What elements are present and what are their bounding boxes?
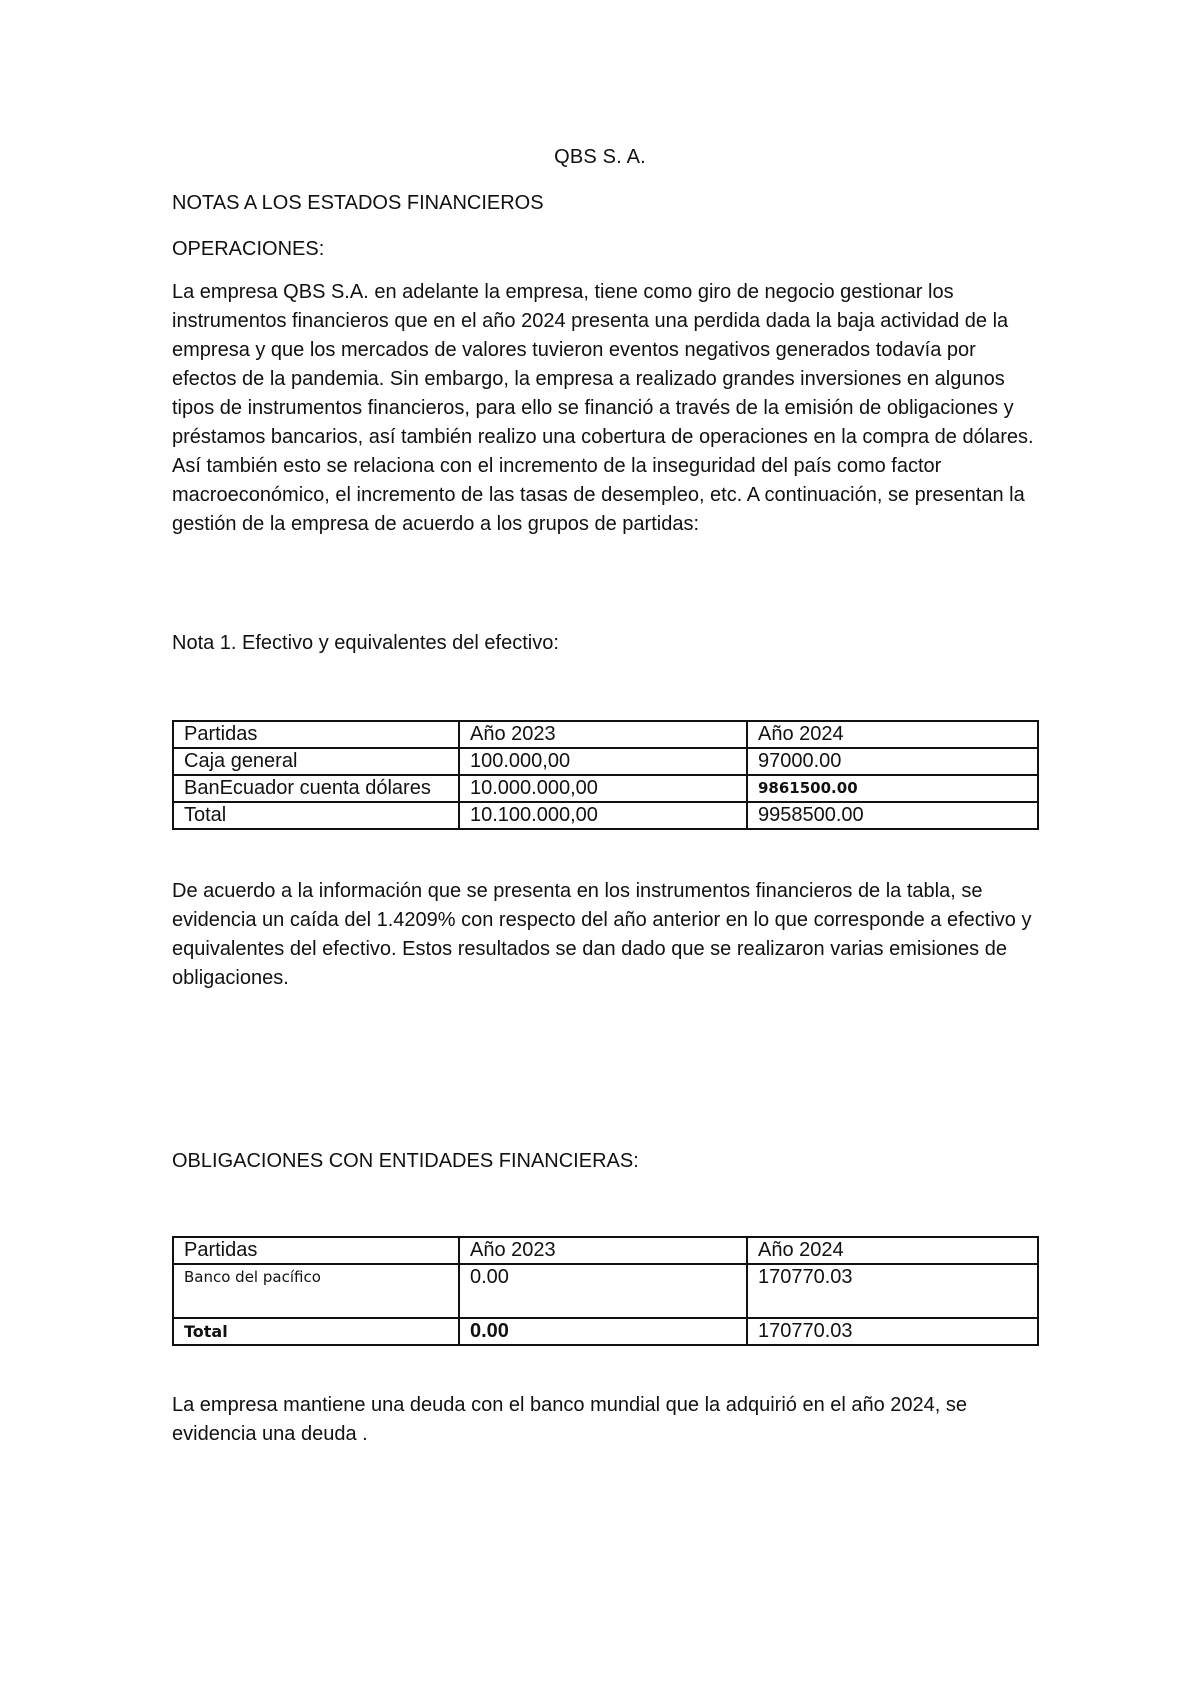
table-cell: 10.100.000,00 <box>459 802 747 829</box>
operations-paragraph: La empresa QBS S.A. en adelante la empresa, tiene como giro de negocio gestionar los instrumentos financieros que en el año 2024 presenta una perdida dada la baja actividad de la empresa y que los mercados de valores tuvieron eventos negativos generados todavía por efectos de la pandemia. Sin embargo, la empresa a realizado grandes inversiones en algunos tipos de instrumentos financieros, para ello se financió a través de la emisión de obligaciones y préstamos bancarios, así también realizo una cobertura de operaciones en la compra de dólares. Así también esto se relaciona con el incremento de la inseguridad del país como factor macroeconómico, el incremento de las tasas de desempleo, etc. A continuación, se presentan la gestión de la empresa de acuerdo a los grupos de partidas: <box>172 281 1034 535</box>
table-cell: 0.00 <box>459 1264 747 1318</box>
company-title: QBS S. A. <box>554 146 646 168</box>
header-cell: Año 2024 <box>747 721 1038 748</box>
table-cell: 170770.03 <box>747 1264 1038 1318</box>
operations-label: OPERACIONES: <box>172 238 325 260</box>
obligations-table <box>172 1236 1039 1346</box>
header-cell: Año 2024 <box>747 1237 1038 1264</box>
note1-analysis: De acuerdo a la información que se presenta en los instrumentos financieros de la tabla, se evidencia un caída del 1.4209% con respecto del año anterior en lo que corresponde a efectivo y equivalentes del efectivo. Estos resultados se dan dado que se realizaron varias emisiones de obligaciones. <box>172 880 1032 989</box>
table-cell: 97000.00 <box>747 748 1038 775</box>
table-total-row <box>173 1318 1038 1345</box>
table-cell: BanEcuador cuenta dólares <box>173 775 459 802</box>
header-cell: Año 2023 <box>459 1237 747 1264</box>
table-total-row <box>173 802 1038 829</box>
table-row <box>173 775 1038 802</box>
obligations-title: OBLIGACIONES CON ENTIDADES FINANCIERAS: <box>172 1150 639 1172</box>
header-cell: Año 2023 <box>459 721 747 748</box>
table-cell: 170770.03 <box>747 1318 1038 1345</box>
table-header-row <box>173 721 1038 748</box>
table-row <box>173 748 1038 775</box>
table-row <box>173 1264 1038 1318</box>
notes-heading: NOTAS A LOS ESTADOS FINANCIEROS <box>172 192 544 214</box>
header-cell: Partidas <box>173 1237 459 1264</box>
table-cell: Total <box>173 1318 459 1345</box>
table-cell: 100.000,00 <box>459 748 747 775</box>
table-cell: 9861500.00 <box>747 775 1038 802</box>
table-header-row <box>173 1237 1038 1264</box>
obligations-analysis: La empresa mantiene una deuda con el banco mundial que la adquirió en el año 2024, se evidencia una deuda . <box>172 1394 968 1445</box>
cash-table <box>172 720 1039 830</box>
table-cell: Banco del pacífico <box>173 1264 459 1318</box>
table-cell: Caja general <box>173 748 459 775</box>
table-cell: 0.00 <box>459 1318 747 1345</box>
note1-title: Nota 1. Efectivo y equivalentes del efectivo: <box>172 632 559 654</box>
table-cell: 9958500.00 <box>747 802 1038 829</box>
table-cell: Total <box>173 802 459 829</box>
header-cell: Partidas <box>173 721 459 748</box>
table-cell: 10.000.000,00 <box>459 775 747 802</box>
